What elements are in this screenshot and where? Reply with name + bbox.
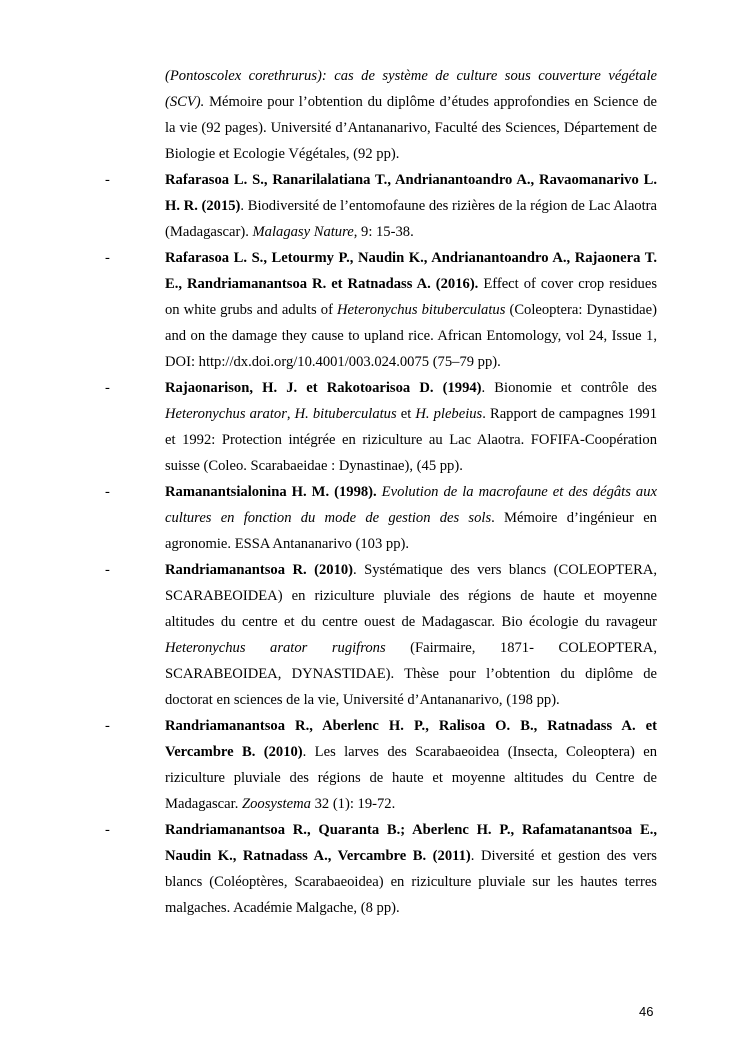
list-dash: - <box>105 718 110 734</box>
reference-italic: H. bituberculatus <box>294 406 397 422</box>
reference-segment: . Systématique des vers blancs (COLEOPTERA, SCARABEOIDEA) en riziculture pluviale des régions de haute et moyenne altitudes du centre et du centre ouest de Madagascar. Bio écologie du ravageur <box>165 562 658 630</box>
reference-entry <box>105 817 657 921</box>
reference-authors: Randriamanantsoa R. (2010) <box>165 562 354 578</box>
reference-text <box>165 375 657 479</box>
reference-entry <box>105 479 657 557</box>
reference-text <box>165 245 657 375</box>
reference-entry <box>105 375 657 479</box>
reference-segment: (Coleoptera: Dynastidae) and on the damage they cause to upland rice. African Entomology, vol 24, Issue 1, DOI: http://dx.doi.org/10.4001/003.024.0075 (75–79 pp). <box>165 302 657 370</box>
page-number: 46 <box>639 1004 654 1019</box>
reference-italic: Heteronychus bituberculatus <box>337 302 506 318</box>
reference-list <box>105 63 658 921</box>
reference-segment: . Rapport de campagnes 1991 et 1992: Protection intégrée en riziculture au Lac Alaotra. FOFIFA-Coopération suisse (Coleo. Scarabaeidae : Dynastinae), (45 pp). <box>165 406 657 474</box>
reference-italic: Heteronychus arator <box>165 406 287 422</box>
reference-segment: , <box>286 406 295 422</box>
reference-segment: . Bionomie et contrôle des <box>481 380 657 396</box>
list-dash: - <box>105 822 110 838</box>
list-dash: - <box>105 250 110 266</box>
reference-segment: 32 (1): 19-72. <box>310 796 396 812</box>
reference-entry <box>105 713 657 817</box>
reference-segment: . Diversité et gestion des vers blancs (Coléoptères, Scarabaeoidea) en riziculture pluviale sur les hautes terres malgaches. Académie Malgache, (8 pp). <box>165 848 657 916</box>
reference-text <box>165 557 657 713</box>
reference-italic: Zoosystema <box>242 796 311 812</box>
reference-authors: Rafarasoa L. S., Ranarilalatiana T., Andrianantoandro A., Ravaomanarivo L. H. R. (2015) <box>165 172 657 214</box>
list-dash: - <box>105 380 110 396</box>
reference-text <box>165 167 657 245</box>
reference-segment: Effect of cover crop residues on white grubs and adults of <box>165 276 657 318</box>
reference-text <box>165 713 657 817</box>
list-dash: - <box>105 484 110 500</box>
reference-segment: , 9: 15-38. <box>353 224 414 240</box>
reference-entry <box>105 167 657 245</box>
reference-text <box>165 479 657 557</box>
reference-italic: Heteronychus arator rugifrons <box>165 640 386 656</box>
reference-segment: . Les larves des Scarabaeoidea (Insecta, Coleoptera) en riziculture pluviale des régions de haute et moyenne altitudes du Centre de Madagascar. <box>165 744 657 812</box>
reference-segment: . Biodiversité de l’entomofaune des rizières de la région de Lac Alaotra (Madagascar). <box>165 198 657 240</box>
reference-text <box>165 817 657 921</box>
reference-authors: Randriamanantsoa R., Aberlenc H. P., Ralisoa O. B., Ratnadass A. et Vercambre B. (2010) <box>165 718 657 760</box>
reference-authors: Rafarasoa L. S., Letourmy P., Naudin K., Andrianantoandro A., Rajaonera T. E., Randriamanantsoa R. et Ratnadass A. (2016). <box>165 250 657 292</box>
list-dash: - <box>105 562 110 578</box>
reference-italic: H. plebeius <box>415 406 483 422</box>
reference-entry <box>125 63 657 167</box>
reference-segment: Mémoire pour l’obtention du diplôme d’études approfondies en Science de la vie (92 pages). Université d’Antananarivo, Faculté des Sciences, Département de Biologie et Ecologie Végétales, (92 pp). <box>165 94 657 162</box>
reference-entry <box>105 557 658 713</box>
reference-authors: Ramanantsialonina H. M. (1998). <box>165 484 377 500</box>
reference-italic: Evolution de la macrofaune et des dégâts aux cultures en fonction du mode de gestion des sols <box>165 484 657 526</box>
reference-italic: Malagasy Nature <box>252 224 354 240</box>
reference-italic: (Pontoscolex corethrurus): cas de système de culture sous couverture végétale (SCV). <box>165 68 657 110</box>
reference-authors: Randriamanantsoa R., Quaranta B.; Aberlenc H. P., Rafamatanantsoa E., Naudin K., Ratnadass A., Vercambre B. (2011) <box>165 822 657 864</box>
reference-segment: (Fairmaire, 1871- COLEOPTERA, SCARABEOIDEA, DYNASTIDAE). Thèse pour l’obtention du diplôme de doctorat en sciences de la vie, Université d’Antananarivo, (198 pp). <box>165 640 657 708</box>
reference-text <box>165 63 657 167</box>
reference-authors: Rajaonarison, H. J. et Rakotoarisoa D. (1994) <box>165 380 482 396</box>
list-dash: - <box>105 172 110 188</box>
reference-segment: et <box>396 406 416 422</box>
reference-segment: . Mémoire d’ingénieur en agronomie. ESSA Antananarivo (103 pp). <box>165 510 657 552</box>
reference-entry <box>105 245 657 375</box>
